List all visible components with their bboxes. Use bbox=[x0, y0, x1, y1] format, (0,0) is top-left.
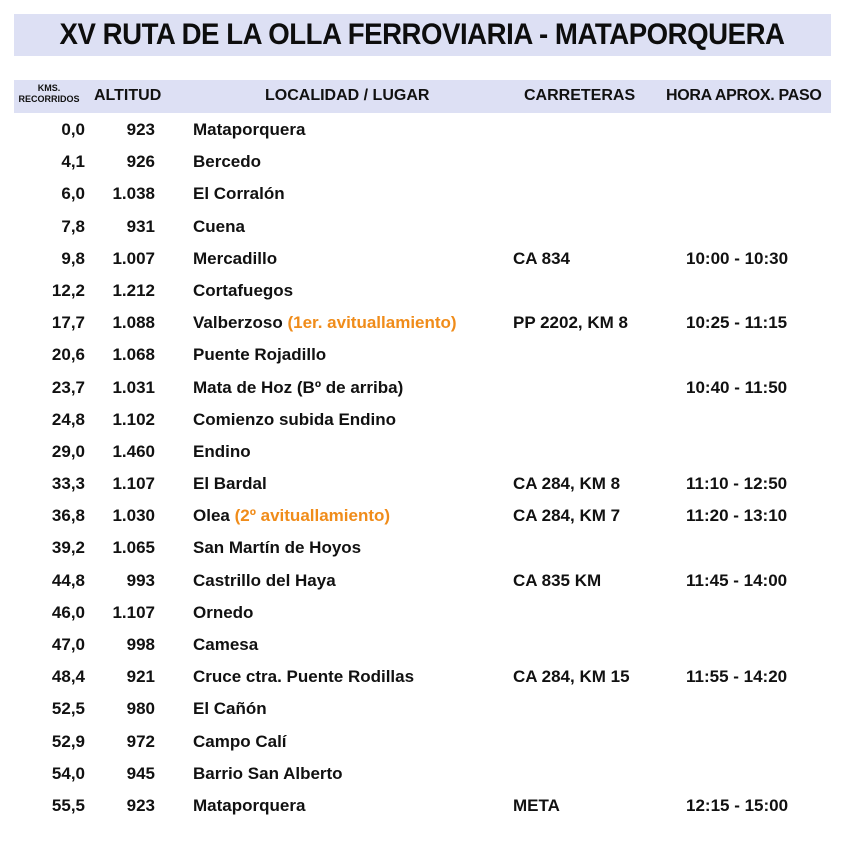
location-cell bbox=[193, 217, 245, 237]
km-cell: 29,0 bbox=[51, 441, 85, 461]
table-row bbox=[0, 724, 845, 756]
altitude-cell: 923 bbox=[126, 795, 155, 815]
altitude-cell: 1.460 bbox=[112, 441, 155, 461]
header-carreteras: CARRETERAS bbox=[524, 87, 636, 104]
road-cell: META bbox=[513, 795, 560, 815]
km-cell: 23,7 bbox=[51, 377, 85, 397]
location-name: Castrillo del Haya bbox=[193, 570, 336, 590]
location-name: Endino bbox=[193, 441, 251, 461]
altitude-cell: 1.088 bbox=[112, 313, 155, 333]
table-row bbox=[0, 209, 845, 241]
location-cell bbox=[193, 345, 326, 365]
altitude-cell: 945 bbox=[126, 763, 155, 783]
page-title: XV RUTA DE LA OLLA FERROVIARIA - MATAPORQUERA bbox=[60, 18, 785, 51]
location-cell bbox=[193, 474, 267, 494]
altitude-cell: 921 bbox=[126, 667, 155, 687]
table-row bbox=[0, 788, 845, 820]
km-cell: 0,0 bbox=[61, 120, 85, 139]
table-row bbox=[0, 756, 845, 788]
table-row bbox=[0, 337, 845, 369]
table-row bbox=[0, 402, 845, 434]
altitude-cell: 926 bbox=[126, 152, 155, 172]
km-cell: 6,0 bbox=[61, 184, 85, 204]
table-row bbox=[0, 112, 845, 144]
route-table-body bbox=[0, 112, 845, 820]
table-row bbox=[0, 305, 845, 337]
table-row bbox=[0, 627, 845, 659]
km-cell: 24,8 bbox=[51, 409, 85, 429]
altitude-cell: 1.068 bbox=[112, 345, 155, 365]
location-cell bbox=[193, 603, 253, 623]
km-cell: 52,5 bbox=[51, 699, 85, 719]
time-cell: 11:20 - 13:10 bbox=[686, 506, 788, 526]
location-cell bbox=[193, 732, 287, 752]
time-cell: 10:25 - 11:15 bbox=[686, 313, 788, 333]
altitude-cell: 1.030 bbox=[112, 506, 155, 526]
table-row bbox=[0, 273, 845, 305]
time-cell: 11:45 - 14:00 bbox=[686, 570, 788, 590]
road-cell: CA 284, KM 7 bbox=[513, 506, 621, 526]
location-cell bbox=[193, 410, 396, 430]
km-cell: 52,9 bbox=[51, 731, 85, 751]
location-cell bbox=[193, 313, 457, 333]
altitude-cell: 998 bbox=[126, 635, 155, 654]
location-name: Valberzoso bbox=[193, 313, 288, 333]
location-cell bbox=[193, 152, 261, 172]
location-name: Ornedo bbox=[193, 602, 254, 622]
table-row bbox=[0, 144, 845, 176]
location-cell bbox=[193, 506, 390, 526]
altitude-cell: 1.107 bbox=[112, 474, 155, 494]
time-cell: 10:00 - 10:30 bbox=[686, 248, 789, 268]
location-cell bbox=[193, 538, 361, 558]
altitude-cell: 993 bbox=[126, 570, 155, 590]
location-name: Camesa bbox=[193, 635, 259, 654]
location-cell bbox=[193, 699, 267, 719]
altitude-cell: 1.007 bbox=[112, 248, 155, 268]
table-row bbox=[0, 691, 845, 723]
time-cell: 10:40 - 11:50 bbox=[686, 377, 788, 397]
table-row bbox=[0, 563, 845, 595]
table-row bbox=[0, 434, 845, 466]
location-cell bbox=[193, 120, 305, 140]
road-cell: CA 835 KM bbox=[513, 570, 602, 590]
location-name: Puente Rojadillo bbox=[193, 345, 327, 365]
location-cell bbox=[193, 378, 403, 398]
table-row bbox=[0, 659, 845, 691]
km-cell: 44,8 bbox=[51, 570, 85, 590]
table-row bbox=[0, 498, 845, 530]
km-cell: 7,8 bbox=[61, 216, 85, 236]
time-cell: 11:10 - 12:50 bbox=[686, 474, 788, 494]
altitude-cell: 972 bbox=[126, 731, 155, 751]
location-name: Comienzo subida Endino bbox=[193, 409, 397, 429]
table-row bbox=[0, 370, 845, 402]
table-row bbox=[0, 176, 845, 208]
location-cell bbox=[193, 764, 343, 784]
altitude-cell: 1.107 bbox=[112, 602, 155, 622]
header-kms bbox=[14, 83, 84, 105]
altitude-cell: 1.102 bbox=[112, 409, 155, 429]
location-cell bbox=[193, 184, 285, 204]
location-cell bbox=[193, 635, 258, 655]
header-kms-line1: KMS. bbox=[37, 83, 61, 93]
km-cell: 48,4 bbox=[51, 667, 85, 687]
location-name: Olea bbox=[193, 506, 235, 526]
header-hora: HORA APROX. PASO bbox=[666, 87, 822, 104]
road-cell: CA 834 bbox=[513, 248, 571, 268]
km-cell: 17,7 bbox=[51, 313, 85, 333]
location-cell bbox=[193, 281, 293, 301]
location-name: Mataporquera bbox=[193, 120, 306, 139]
km-cell: 4,1 bbox=[61, 152, 85, 172]
altitude-cell: 1.031 bbox=[112, 377, 155, 397]
altitude-cell: 980 bbox=[126, 699, 155, 719]
title-banner bbox=[14, 14, 831, 56]
altitude-cell: 1.065 bbox=[112, 538, 155, 558]
location-name: Barrio San Alberto bbox=[193, 763, 343, 783]
location-name: Cuena bbox=[193, 216, 245, 236]
refreshment-note: (1er. avituallamiento) bbox=[287, 313, 457, 333]
header-localidad: LOCALIDAD / LUGAR bbox=[265, 87, 430, 104]
location-cell bbox=[193, 571, 336, 591]
location-name: Cortafuegos bbox=[193, 280, 294, 300]
header-kms-line2: RECORRIDOS bbox=[18, 94, 80, 104]
km-cell: 33,3 bbox=[51, 474, 85, 494]
km-cell: 54,0 bbox=[51, 763, 85, 783]
km-cell: 39,2 bbox=[51, 538, 85, 558]
time-cell: 11:55 - 14:20 bbox=[686, 667, 788, 687]
location-name: Bercedo bbox=[193, 152, 262, 172]
road-cell: CA 284, KM 15 bbox=[513, 667, 630, 687]
header-altitud: ALTITUD bbox=[94, 87, 162, 104]
altitude-cell: 923 bbox=[126, 120, 155, 139]
location-cell bbox=[193, 796, 305, 816]
location-name: El Cañón bbox=[193, 699, 267, 719]
altitude-cell: 1.038 bbox=[112, 184, 155, 204]
km-cell: 9,8 bbox=[61, 248, 85, 268]
location-name: Mata de Hoz (Bº de arriba) bbox=[193, 377, 404, 397]
location-name: El Corralón bbox=[193, 184, 285, 204]
km-cell: 46,0 bbox=[51, 602, 85, 622]
table-row bbox=[0, 530, 845, 562]
km-cell: 36,8 bbox=[51, 506, 85, 526]
table-row bbox=[0, 241, 845, 273]
location-cell bbox=[193, 442, 251, 462]
time-cell: 12:15 - 15:00 bbox=[686, 795, 789, 815]
km-cell: 47,0 bbox=[51, 635, 85, 654]
location-name: Campo Calí bbox=[193, 731, 287, 751]
km-cell: 20,6 bbox=[51, 345, 85, 365]
location-name: San Martín de Hoyos bbox=[193, 538, 362, 558]
location-name: El Bardal bbox=[193, 474, 267, 494]
refreshment-note: (2º avituallamiento) bbox=[234, 506, 391, 526]
road-cell: PP 2202, KM 8 bbox=[513, 313, 628, 333]
table-row bbox=[0, 595, 845, 627]
km-cell: 12,2 bbox=[51, 280, 85, 300]
location-cell bbox=[193, 249, 277, 269]
table-header bbox=[14, 80, 831, 113]
location-name: Mataporquera bbox=[193, 795, 306, 815]
altitude-cell: 1.212 bbox=[112, 280, 155, 300]
location-name: Mercadillo bbox=[193, 248, 278, 268]
location-cell bbox=[193, 667, 414, 687]
location-name: Cruce ctra. Puente Rodillas bbox=[193, 667, 415, 687]
altitude-cell: 931 bbox=[126, 216, 155, 236]
table-row bbox=[0, 466, 845, 498]
road-cell: CA 284, KM 8 bbox=[513, 474, 621, 494]
km-cell: 55,5 bbox=[51, 795, 85, 815]
